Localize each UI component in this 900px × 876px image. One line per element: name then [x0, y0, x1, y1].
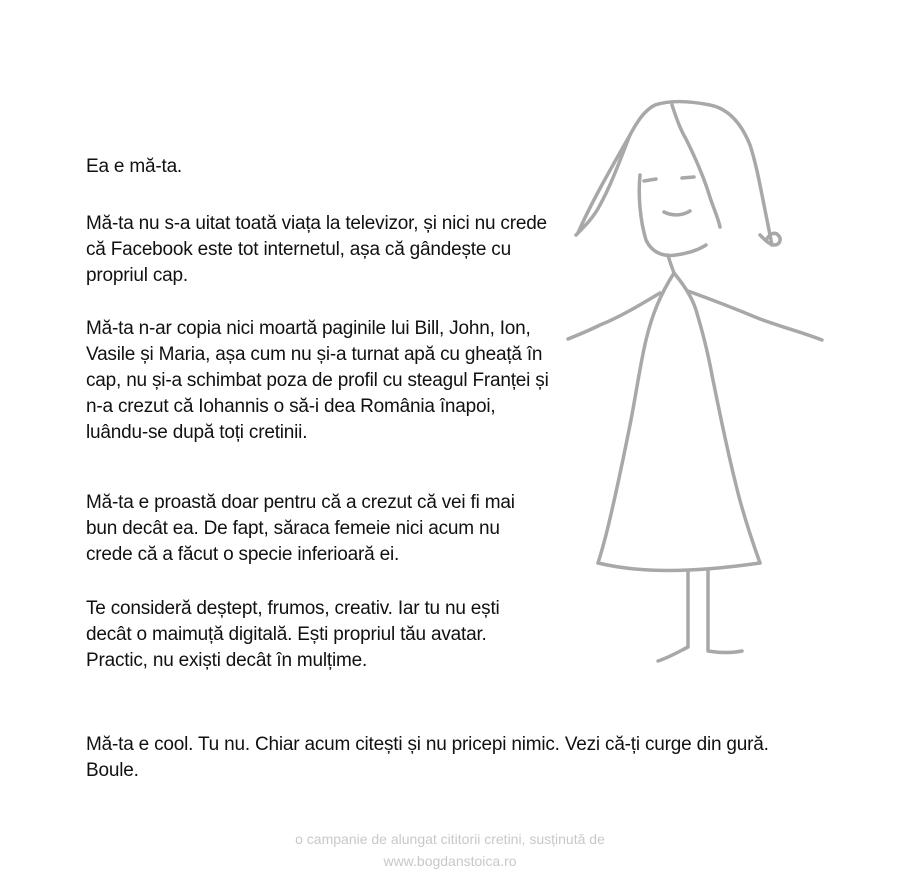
left-leg	[658, 571, 688, 661]
footer-website-link[interactable]: www.bogdanstoica.ro	[383, 853, 517, 869]
hair-outline	[578, 102, 772, 245]
neck	[668, 255, 674, 273]
dress-right-side	[674, 273, 760, 563]
left-arm	[568, 293, 660, 339]
footer-campaign-text: o campanie de alungat cititorii cretini, susținută de	[295, 831, 605, 847]
paragraph-species: Mă-ta e proastă doar pentru că a crezut că vei fi mai bun decât ea. De fapt, săraca femeie nici acum nu crede că a făcut o specie inferioară ei.	[86, 492, 515, 565]
dress-left-side	[598, 273, 674, 563]
paragraph-avatar: Te consideră deștept, frumos, creativ. Iar tu nu ești decât o maimuță digitală. Ești propriul tău avatar. Practic, nu exiști decât în mulțime.	[86, 598, 500, 671]
right-arm	[688, 291, 822, 340]
stick-figure-woman-drawing	[560, 95, 830, 675]
right-leg	[708, 571, 742, 653]
paragraph-copying: Mă-ta n-ar copia nici moartă paginile lui Bill, John, Ion, Vasile și Maria, așa cum nu și-a turnat apă cu gheață în cap, nu și-a schimbat poza de profil cu steagul Franței și n-a crezut că Iohannis o să-i dea România înapoi, luându-se după toți cretinii.	[86, 318, 549, 443]
hair-parting	[672, 105, 720, 227]
left-eye	[644, 179, 656, 181]
paragraph-intro: Ea e mă-ta.	[86, 156, 183, 177]
dress-hem	[598, 563, 760, 571]
mouth	[664, 211, 690, 215]
right-eye	[682, 177, 694, 178]
paragraph-closing: Mă-ta e cool. Tu nu. Chiar acum citești și nu pricepi nimic. Vezi că-ți curge din gură. Boule.	[86, 734, 769, 781]
paragraph-television: Mă-ta nu s-a uitat toată viața la televizor, și nici nu crede că Facebook este tot internetul, așa că gândește cu propriul cap.	[86, 213, 547, 286]
